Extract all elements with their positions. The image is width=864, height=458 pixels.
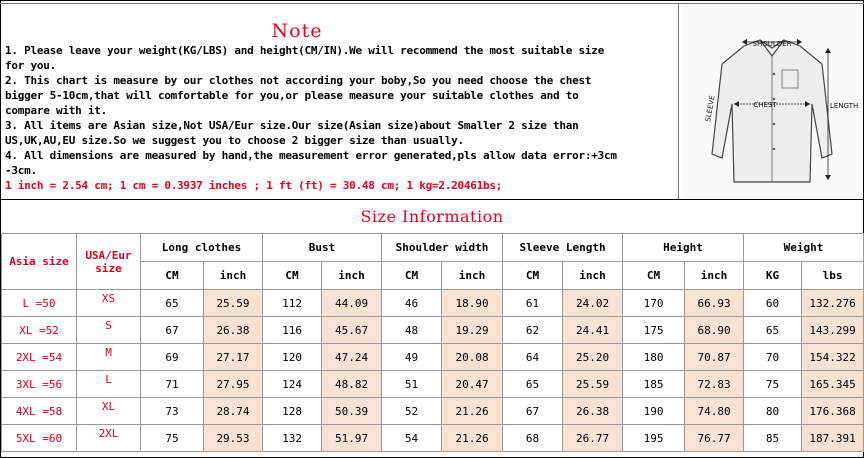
- measurement-cell: 128: [263, 398, 322, 425]
- measurement-cell: 21.26: [442, 398, 503, 425]
- measurement-cell: 75: [141, 425, 204, 452]
- unit-header: KG: [744, 262, 802, 290]
- measurement-cell: 54: [382, 425, 442, 452]
- measurement-cell: 154.322: [802, 344, 864, 371]
- unit-header: CM: [382, 262, 442, 290]
- unit-header: CM: [623, 262, 685, 290]
- measurement-cell: 67: [141, 317, 204, 344]
- note-line: 1. Please leave your weight(KG/LBS) and height(CM/IN).We will recommend the most suitable size: [5, 44, 605, 57]
- unit-header: inch: [685, 262, 744, 290]
- measurement-cell: 27.95: [204, 371, 263, 398]
- asia-size-cell: XL =52: [2, 317, 77, 344]
- measurement-cell: 120: [263, 344, 322, 371]
- measurement-cell: 28.74: [204, 398, 263, 425]
- asia-size-cell: 5XL =60: [2, 425, 77, 452]
- unit-header: CM: [503, 262, 563, 290]
- measurement-cell: 67: [503, 398, 563, 425]
- measurement-cell: 61: [503, 290, 563, 317]
- measurement-cell: 25.20: [563, 344, 623, 371]
- measurement-cell: 195: [623, 425, 685, 452]
- measurement-cell: 18.90: [442, 290, 503, 317]
- note-line: 3. All items are Asian size,Not USA/Eur size.Our size(Asian size)about Smaller 2 size than: [5, 119, 579, 132]
- measurement-cell: 45.67: [322, 317, 382, 344]
- note-section: [1, 4, 679, 199]
- measurement-cell: 51.97: [322, 425, 382, 452]
- asia-size-cell: 2XL =54: [2, 344, 77, 371]
- unit-header: inch: [442, 262, 503, 290]
- measurement-cell: 46: [382, 290, 442, 317]
- measurement-cell: 190: [623, 398, 685, 425]
- asia-size-cell: 3XL =56: [2, 371, 77, 398]
- unit-header: CM: [263, 262, 322, 290]
- note-line: -3cm.: [5, 164, 37, 177]
- measurement-cell: 51: [382, 371, 442, 398]
- measurement-cell: 65: [744, 317, 802, 344]
- note-line: for you.: [5, 59, 56, 72]
- shirt-measurement-figure: [682, 4, 862, 199]
- measurement-cell: 132: [263, 425, 322, 452]
- header-asia-size: Asia size: [2, 234, 77, 290]
- size-row: [2, 425, 864, 452]
- header-height: Height: [623, 234, 744, 262]
- unit-conversion-line: 1 inch = 2.54 cm; 1 cm = 0.3937 inches ; 1 ft (ft) = 30.48 cm; 1 kg=2.20461bs;: [5, 179, 503, 192]
- note-line: compare with it.: [5, 104, 107, 117]
- measurement-cell: 48: [382, 317, 442, 344]
- shirt-diagram-icon: [682, 4, 862, 199]
- unit-header: CM: [141, 262, 204, 290]
- size-table: [1, 233, 864, 452]
- measurement-cell: 80: [744, 398, 802, 425]
- unit-header: inch: [204, 262, 263, 290]
- measurement-cell: 65: [141, 290, 204, 317]
- size-row: [2, 290, 864, 317]
- size-row: [2, 317, 864, 344]
- measurement-cell: 185: [623, 371, 685, 398]
- measurement-cell: 68.90: [685, 317, 744, 344]
- note-body: [5, 43, 677, 193]
- measurement-cell: 20.47: [442, 371, 503, 398]
- usa-size-cell: XS: [77, 290, 141, 317]
- note-line: 2. This chart is measure by our clothes not according your boby,So you need choose the chest: [5, 74, 592, 87]
- measurement-cell: 72.83: [685, 371, 744, 398]
- size-row: [2, 398, 864, 425]
- measurement-cell: 26.77: [563, 425, 623, 452]
- measurement-cell: 26.38: [204, 317, 263, 344]
- measurement-cell: 175: [623, 317, 685, 344]
- measurement-cell: 187.391: [802, 425, 864, 452]
- header-usa-eur-size: USA/Eur size: [77, 234, 141, 290]
- unit-header: inch: [322, 262, 382, 290]
- measurement-cell: 85: [744, 425, 802, 452]
- measurement-cell: 124: [263, 371, 322, 398]
- size-row: [2, 344, 864, 371]
- measurement-cell: 21.26: [442, 425, 503, 452]
- measurement-cell: 68: [503, 425, 563, 452]
- measurement-cell: 116: [263, 317, 322, 344]
- header-shoulder-width: Shoulder width: [382, 234, 503, 262]
- measurement-cell: 64: [503, 344, 563, 371]
- length-label: LENGTH: [830, 102, 859, 110]
- measurement-cell: 24.02: [563, 290, 623, 317]
- measurement-cell: 165.345: [802, 371, 864, 398]
- measurement-cell: 47.24: [322, 344, 382, 371]
- measurement-cell: 176.368: [802, 398, 864, 425]
- measurement-cell: 49: [382, 344, 442, 371]
- measurement-cell: 29.53: [204, 425, 263, 452]
- measurement-cell: 132.276: [802, 290, 864, 317]
- measurement-cell: 20.08: [442, 344, 503, 371]
- unit-header: inch: [563, 262, 623, 290]
- note-line: 4. All dimensions are measured by hand,the measurement error generated,pls allow data error:+3cm: [5, 149, 617, 162]
- measurement-cell: 69: [141, 344, 204, 371]
- measurement-cell: 62: [503, 317, 563, 344]
- usa-size-cell: M: [77, 344, 141, 371]
- measurement-cell: 25.59: [204, 290, 263, 317]
- measurement-cell: 27.17: [204, 344, 263, 371]
- chest-label: CHEST: [753, 101, 777, 109]
- note-title: Note: [271, 20, 323, 42]
- measurement-cell: 143.299: [802, 317, 864, 344]
- sleeve-label: SLEEVE: [704, 94, 717, 123]
- section-divider: [0, 199, 864, 200]
- measurement-cell: 48.82: [322, 371, 382, 398]
- measurement-cell: 170: [623, 290, 685, 317]
- measurement-cell: 70: [744, 344, 802, 371]
- size-information-title: Size Information: [360, 207, 504, 226]
- measurement-cell: 19.29: [442, 317, 503, 344]
- header-long-clothes: Long clothes: [141, 234, 263, 262]
- usa-size-cell: 2XL: [77, 425, 141, 452]
- measurement-cell: 60: [744, 290, 802, 317]
- measurement-cell: 26.38: [563, 398, 623, 425]
- measurement-cell: 25.59: [563, 371, 623, 398]
- asia-size-cell: 4XL =58: [2, 398, 77, 425]
- unit-header: lbs: [802, 262, 864, 290]
- measurement-cell: 44.09: [322, 290, 382, 317]
- header-sleeve-length: Sleeve Length: [503, 234, 623, 262]
- measurement-cell: 52: [382, 398, 442, 425]
- shoulder-label: SHOULDER: [752, 40, 792, 48]
- measurement-cell: 65: [503, 371, 563, 398]
- measurement-cell: 70.87: [685, 344, 744, 371]
- measurement-cell: 73: [141, 398, 204, 425]
- header-bust: Bust: [263, 234, 382, 262]
- measurement-cell: 75: [744, 371, 802, 398]
- measurement-cell: 74.80: [685, 398, 744, 425]
- size-row: [2, 371, 864, 398]
- usa-size-cell: S: [77, 317, 141, 344]
- header-weight: Weight: [744, 234, 864, 262]
- measurement-cell: 76.77: [685, 425, 744, 452]
- measurement-cell: 66.93: [685, 290, 744, 317]
- measurement-cell: 24.41: [563, 317, 623, 344]
- note-line: bigger 5-10cm,that will comfortable for you,or please measure your suitable clothes and to: [5, 89, 579, 102]
- measurement-cell: 112: [263, 290, 322, 317]
- measurement-cell: 180: [623, 344, 685, 371]
- note-line: US,UK,AU,EU size.So we suggest you to choose 2 bigger size than usually.: [5, 134, 464, 147]
- usa-size-cell: L: [77, 371, 141, 398]
- measurement-cell: 50.39: [322, 398, 382, 425]
- usa-size-cell: XL: [77, 398, 141, 425]
- measurement-cell: 71: [141, 371, 204, 398]
- asia-size-cell: L =50: [2, 290, 77, 317]
